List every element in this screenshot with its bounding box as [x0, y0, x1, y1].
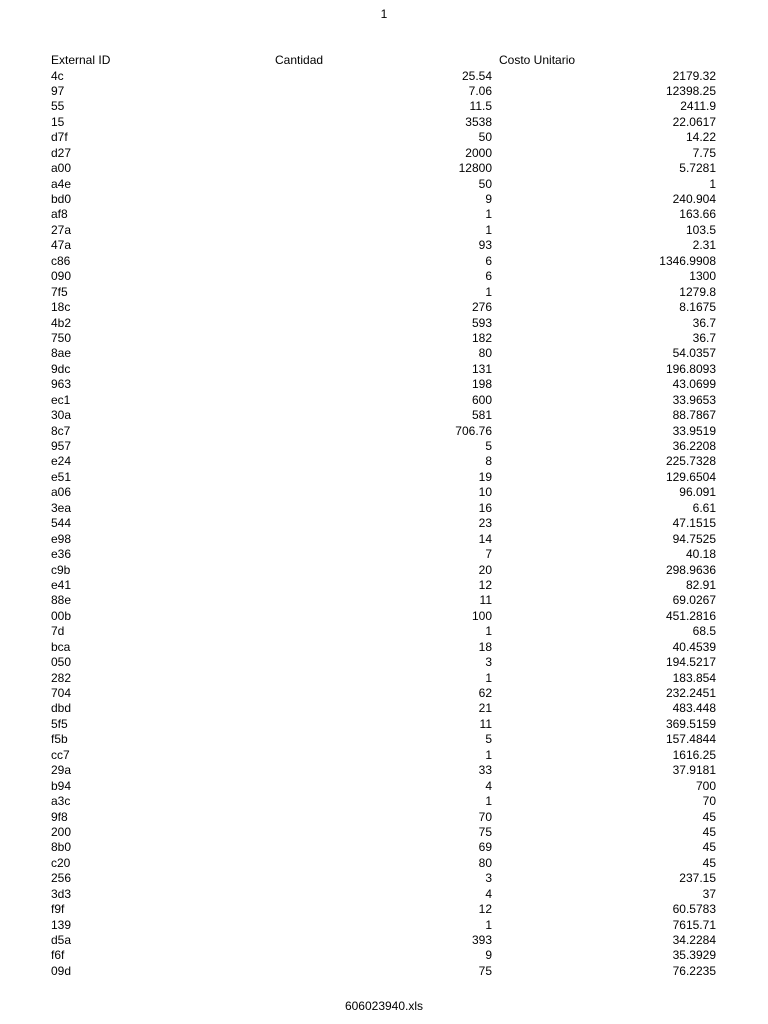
table-row — [0, 516, 768, 531]
table-row — [0, 362, 768, 377]
table-row — [0, 547, 768, 562]
cell-costo-unitario: 37 — [702, 886, 716, 901]
table-row — [0, 84, 768, 99]
cell-costo-unitario: 60.5783 — [672, 902, 716, 917]
cell-external-id: a4e — [51, 176, 72, 191]
cell-external-id: 47a — [51, 238, 72, 253]
cell-costo-unitario: 163.66 — [679, 207, 716, 222]
cell-external-id: 15 — [51, 114, 65, 129]
table-row — [0, 964, 768, 979]
table-row — [0, 856, 768, 871]
cell-cantidad: 1 — [485, 917, 492, 932]
cell-costo-unitario: 68.5 — [692, 624, 716, 639]
footer-filename: 606023940.xls — [344, 999, 424, 1013]
cell-cantidad: 33 — [478, 763, 492, 778]
cell-external-id: 544 — [51, 516, 72, 531]
table-row — [0, 316, 768, 331]
table-row — [0, 130, 768, 145]
column-header-external-id: External ID — [51, 53, 111, 67]
cell-cantidad: 1 — [485, 222, 492, 237]
table-row — [0, 223, 768, 238]
cell-costo-unitario: 22.0617 — [672, 114, 716, 129]
cell-costo-unitario: 45 — [702, 855, 716, 870]
cell-cantidad: 19 — [478, 469, 492, 484]
cell-cantidad: 9 — [485, 948, 492, 963]
cell-costo-unitario: 1346.9908 — [659, 253, 716, 268]
cell-cantidad: 593 — [471, 315, 492, 330]
cell-cantidad: 3538 — [465, 114, 492, 129]
cell-cantidad: 8 — [485, 454, 492, 469]
table-row — [0, 593, 768, 608]
cell-cantidad: 12 — [478, 902, 492, 917]
table-row — [0, 269, 768, 284]
cell-cantidad: 80 — [478, 855, 492, 870]
cell-external-id: cc7 — [51, 747, 70, 762]
table-row — [0, 424, 768, 439]
cell-costo-unitario: 232.2451 — [665, 686, 716, 700]
cell-cantidad: 1 — [485, 207, 492, 222]
cell-external-id: b94 — [51, 778, 72, 793]
cell-cantidad: 1 — [485, 670, 492, 685]
cell-costo-unitario: 7615.71 — [672, 917, 716, 932]
cell-costo-unitario: 70 — [702, 794, 716, 809]
cell-costo-unitario: 240.904 — [672, 192, 716, 206]
cell-costo-unitario: 36.7 — [692, 330, 716, 345]
cell-costo-unitario: 94.7525 — [672, 531, 716, 546]
cell-external-id: e51 — [51, 469, 72, 484]
cell-external-id: 88e — [51, 593, 72, 608]
table-row — [0, 254, 768, 269]
cell-cantidad: 10 — [478, 485, 492, 500]
cell-cantidad: 3 — [485, 871, 492, 886]
table-row — [0, 470, 768, 485]
cell-cantidad: 1 — [485, 747, 492, 762]
cell-costo-unitario: 1 — [709, 176, 716, 191]
cell-external-id: a00 — [51, 161, 72, 176]
table-row — [0, 887, 768, 902]
cell-external-id: 200 — [51, 824, 72, 839]
cell-costo-unitario: 33.9653 — [672, 392, 716, 407]
cell-external-id: 27a — [51, 222, 72, 237]
cell-external-id: 963 — [51, 377, 72, 392]
cell-external-id: e41 — [51, 577, 72, 592]
cell-cantidad: 23 — [478, 516, 492, 531]
cell-cantidad: 3 — [485, 655, 492, 670]
cell-costo-unitario: 196.8093 — [665, 361, 716, 376]
cell-cantidad: 1 — [485, 624, 492, 639]
cell-costo-unitario: 1616.25 — [672, 747, 716, 762]
cell-costo-unitario: 45 — [702, 840, 716, 855]
column-header-costo-unitario: Costo Unitario — [499, 53, 576, 67]
cell-cantidad: 5 — [485, 732, 492, 747]
cell-external-id: f9f — [51, 902, 65, 917]
table-row — [0, 285, 768, 300]
table-row — [0, 563, 768, 578]
cell-costo-unitario: 36.2208 — [672, 439, 716, 453]
cell-cantidad: 11 — [479, 593, 492, 608]
cell-external-id: dbd — [51, 701, 72, 716]
table-row — [0, 609, 768, 624]
cell-external-id: 7f5 — [51, 284, 68, 299]
cell-external-id: d5a — [51, 933, 72, 947]
table-body — [0, 69, 768, 980]
cell-costo-unitario: 34.2284 — [672, 933, 716, 947]
table-row — [0, 115, 768, 130]
cell-costo-unitario: 2.31 — [692, 238, 716, 253]
table-row — [0, 640, 768, 655]
cell-cantidad: 25.54 — [461, 68, 492, 83]
table-row — [0, 779, 768, 794]
cell-costo-unitario: 82.91 — [685, 577, 716, 592]
cell-costo-unitario: 103.5 — [685, 222, 716, 237]
cell-external-id: 18c — [51, 300, 71, 315]
cell-external-id: 050 — [51, 655, 72, 670]
table-row — [0, 578, 768, 593]
cell-cantidad: 6 — [485, 253, 492, 268]
cell-cantidad: 706.76 — [455, 423, 492, 438]
cell-external-id: e36 — [51, 547, 72, 562]
cell-external-id: 282 — [51, 670, 72, 685]
table-row — [0, 69, 768, 84]
cell-cantidad: 18 — [478, 639, 492, 654]
table-row — [0, 408, 768, 423]
table-row — [0, 840, 768, 855]
table-row — [0, 763, 768, 778]
cell-cantidad: 69 — [478, 840, 492, 855]
cell-external-id: a06 — [51, 485, 72, 500]
table-row — [0, 300, 768, 315]
table-row — [0, 671, 768, 686]
cell-cantidad: 93 — [478, 238, 492, 253]
cell-cantidad: 276 — [471, 300, 492, 315]
cell-costo-unitario: 2411.9 — [680, 99, 716, 114]
cell-external-id: 55 — [51, 99, 65, 114]
cell-cantidad: 12 — [478, 577, 492, 592]
cell-cantidad: 11.5 — [469, 99, 492, 114]
cell-external-id: 9f8 — [51, 809, 68, 824]
cell-costo-unitario: 5.7281 — [679, 161, 716, 176]
cell-external-id: 29a — [51, 763, 72, 778]
cell-external-id: bd0 — [51, 192, 72, 206]
cell-cantidad: 9 — [485, 192, 492, 206]
cell-cantidad: 70 — [478, 809, 492, 824]
table-row — [0, 393, 768, 408]
cell-external-id: af8 — [51, 207, 68, 222]
table-row — [0, 871, 768, 886]
cell-costo-unitario: 700 — [695, 778, 716, 793]
table-row — [0, 485, 768, 500]
cell-costo-unitario: 14.22 — [685, 130, 716, 145]
cell-cantidad: 5 — [485, 439, 492, 453]
cell-external-id: a3c — [51, 794, 71, 809]
page-number: 1 — [380, 7, 388, 21]
cell-external-id: d27 — [51, 145, 72, 160]
table-row — [0, 454, 768, 469]
cell-cantidad: 182 — [471, 330, 492, 345]
cell-external-id: f5b — [51, 732, 68, 747]
cell-external-id: e24 — [51, 454, 72, 469]
table-header — [0, 53, 768, 68]
cell-external-id: 139 — [51, 917, 72, 932]
cell-external-id: 5f5 — [51, 716, 68, 731]
cell-cantidad: 11 — [479, 716, 492, 731]
cell-cantidad: 75 — [478, 824, 492, 839]
table-row — [0, 99, 768, 114]
cell-costo-unitario: 483.448 — [672, 701, 716, 716]
cell-cantidad: 600 — [471, 392, 492, 407]
cell-cantidad: 50 — [478, 176, 492, 191]
table-row — [0, 192, 768, 207]
cell-cantidad: 2000 — [465, 145, 492, 160]
table-row — [0, 177, 768, 192]
cell-external-id: 4c — [51, 68, 64, 83]
table-row — [0, 717, 768, 732]
cell-costo-unitario: 183.854 — [672, 670, 716, 685]
table-row — [0, 748, 768, 763]
cell-external-id: 750 — [51, 330, 72, 345]
cell-cantidad: 581 — [471, 408, 492, 423]
cell-costo-unitario: 76.2235 — [672, 963, 716, 978]
cell-external-id: 7d — [51, 624, 65, 639]
cell-costo-unitario: 8.1675 — [679, 300, 716, 315]
cell-cantidad: 12800 — [458, 161, 492, 176]
cell-costo-unitario: 12398.25 — [665, 83, 716, 98]
cell-costo-unitario: 237.15 — [679, 871, 716, 886]
cell-costo-unitario: 1279.8 — [679, 284, 716, 299]
table-row — [0, 686, 768, 701]
table-row — [0, 933, 768, 948]
cell-external-id: 3ea — [51, 500, 72, 515]
table-row — [0, 732, 768, 747]
cell-costo-unitario: 54.0357 — [672, 346, 716, 361]
cell-external-id: e98 — [51, 531, 72, 546]
cell-costo-unitario: 40.4539 — [672, 639, 716, 654]
cell-external-id: 97 — [51, 83, 65, 98]
cell-cantidad: 6 — [485, 269, 492, 284]
table-row — [0, 794, 768, 809]
table-row — [0, 439, 768, 454]
cell-cantidad: 7.06 — [468, 83, 492, 98]
cell-external-id: d7f — [51, 130, 68, 145]
cell-cantidad: 80 — [478, 346, 492, 361]
cell-cantidad: 20 — [478, 562, 492, 577]
cell-external-id: 4b2 — [51, 315, 72, 330]
cell-external-id: 8ae — [51, 346, 72, 361]
cell-external-id: 30a — [51, 408, 72, 423]
cell-costo-unitario: 43.0699 — [672, 377, 716, 392]
table-row — [0, 624, 768, 639]
cell-external-id: c86 — [51, 253, 71, 268]
cell-costo-unitario: 7.75 — [692, 145, 716, 160]
cell-cantidad: 1 — [485, 284, 492, 299]
cell-costo-unitario: 88.7867 — [672, 408, 716, 423]
cell-costo-unitario: 194.5217 — [665, 655, 716, 670]
table-row — [0, 532, 768, 547]
cell-costo-unitario: 35.3929 — [672, 948, 716, 963]
cell-costo-unitario: 451.2816 — [665, 608, 716, 623]
cell-cantidad: 14 — [478, 531, 492, 546]
table-row — [0, 701, 768, 716]
cell-cantidad: 62 — [478, 686, 492, 700]
cell-external-id: 9dc — [51, 361, 71, 376]
table-row — [0, 146, 768, 161]
table-row — [0, 948, 768, 963]
cell-costo-unitario: 45 — [702, 824, 716, 839]
cell-cantidad: 1 — [485, 794, 492, 809]
cell-external-id: 957 — [51, 439, 72, 453]
cell-cantidad: 50 — [478, 130, 492, 145]
cell-cantidad: 393 — [471, 933, 492, 947]
cell-costo-unitario: 2179.32 — [672, 68, 716, 83]
cell-costo-unitario: 47.1515 — [672, 516, 716, 531]
cell-cantidad: 4 — [485, 778, 492, 793]
table-row — [0, 810, 768, 825]
cell-external-id: 8c7 — [51, 423, 71, 438]
cell-cantidad: 75 — [478, 963, 492, 978]
cell-costo-unitario: 37.9181 — [672, 763, 716, 778]
cell-cantidad: 198 — [471, 377, 492, 392]
cell-external-id: 704 — [51, 686, 72, 700]
table-row — [0, 377, 768, 392]
cell-costo-unitario: 129.6504 — [665, 469, 716, 484]
cell-costo-unitario: 225.7328 — [665, 454, 716, 469]
cell-external-id: 256 — [51, 871, 72, 886]
cell-external-id: c9b — [51, 562, 71, 577]
column-header-cantidad: Cantidad — [275, 53, 324, 67]
cell-costo-unitario: 36.7 — [692, 315, 716, 330]
cell-cantidad: 7 — [485, 547, 492, 562]
cell-external-id: ec1 — [51, 392, 71, 407]
cell-cantidad: 21 — [478, 701, 492, 716]
table-row — [0, 655, 768, 670]
table-row — [0, 918, 768, 933]
table-row — [0, 161, 768, 176]
cell-external-id: 090 — [51, 269, 72, 284]
table-row — [0, 501, 768, 516]
cell-cantidad: 131 — [471, 361, 492, 376]
cell-costo-unitario: 6.61 — [692, 500, 716, 515]
cell-external-id: 3d3 — [51, 886, 72, 901]
table-row — [0, 346, 768, 361]
cell-costo-unitario: 157.4844 — [665, 732, 716, 747]
cell-costo-unitario: 298.9636 — [665, 562, 716, 577]
cell-external-id: 09d — [51, 963, 72, 978]
cell-costo-unitario: 69.0267 — [672, 593, 716, 608]
table-row — [0, 207, 768, 222]
cell-costo-unitario: 369.5159 — [665, 716, 716, 731]
table-row — [0, 238, 768, 253]
table-row — [0, 331, 768, 346]
cell-external-id: c20 — [51, 855, 71, 870]
cell-cantidad: 4 — [485, 886, 492, 901]
cell-external-id: 8b0 — [51, 840, 72, 855]
cell-cantidad: 16 — [478, 500, 492, 515]
cell-costo-unitario: 96.091 — [679, 485, 716, 500]
cell-cantidad: 100 — [471, 608, 492, 623]
cell-external-id: bca — [51, 639, 71, 654]
cell-costo-unitario: 1300 — [689, 269, 716, 284]
table-row — [0, 825, 768, 840]
cell-external-id: 00b — [51, 608, 72, 623]
cell-costo-unitario: 33.9519 — [672, 423, 716, 438]
cell-costo-unitario: 40.18 — [685, 547, 716, 562]
cell-costo-unitario: 45 — [702, 809, 716, 824]
table-row — [0, 902, 768, 917]
cell-external-id: f6f — [51, 948, 65, 963]
